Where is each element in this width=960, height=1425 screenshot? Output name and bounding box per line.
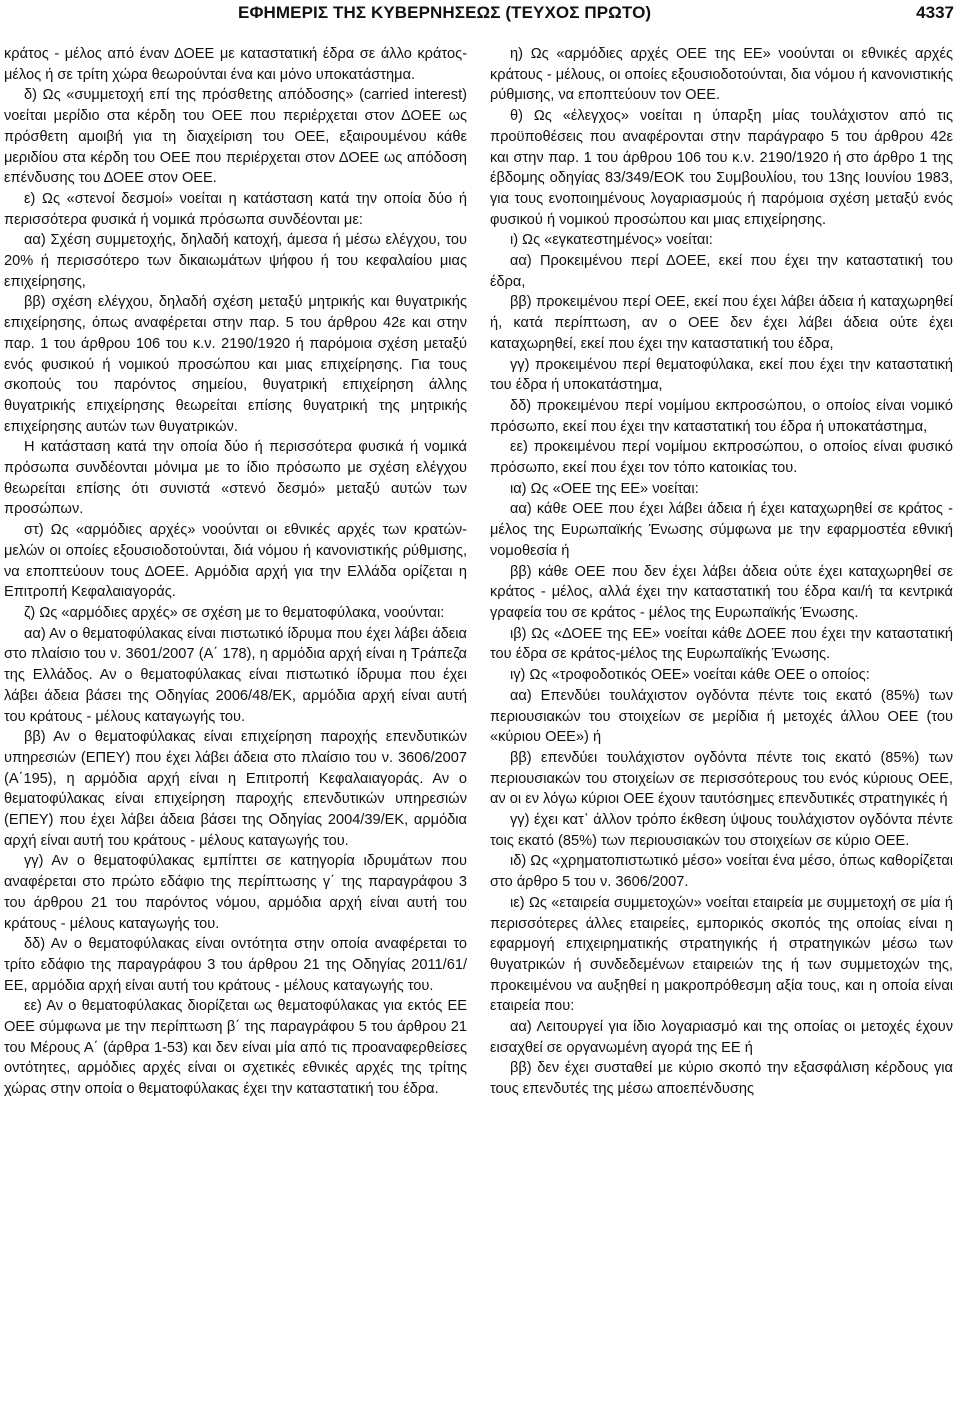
gazette-title: ΕΦΗΜΕΡΙΣ ΤΗΣ ΚΥΒΕΡΝΗΣΕΩΣ (ΤΕΥΧΟΣ ΠΡΩΤΟ) xyxy=(238,3,652,22)
paragraph: ιε) Ως «εταιρεία συμμετοχών» νοείται εταιρεία με συμμετοχή σε μία ή περισσότερες άλλες εταιρείες, εμπορικός σκοπός της οποίας είναι η εφαρμογή επιχειρηματικής στρατηγικής ή στρατηγικών μέσω των θυγατρικών ή συνδεδεμένων εταιρειών της ή των συμμετοχών της, προκειμένου να αυξηθεί η μακροπρόθεσμη αξία τους, και η οποία είναι εταιρεία που: xyxy=(490,894,953,1015)
paragraph: η) Ως «αρμόδιες αρχές ΟΕΕ της ΕΕ» νοούνται οι εθνικές αρχές κράτους - μέλους, οι οποίες εξουσιοδοτούνται, δια νόμου ή κανονιστικής ρύθμισης, να εποπτεύουν τον ΟΕΕ. xyxy=(490,46,953,104)
paragraph: στ) Ως «αρμόδιες αρχές» νοούνται οι εθνικές αρχές των κρατών-μελών οι οποίες εξουσιοδοτούνται, διά νόμου ή κανονιστικής ρύθμισης, να εποπτεύουν τους ΔΟΕΕ. Αρμόδια αρχή για την Ελλάδα ορίζεται η Επιτροπή Κεφαλαιαγοράς. xyxy=(4,522,467,601)
paragraph: αα) Λειτουργεί για ίδιο λογαριασμό και της οποίας οι μετοχές έχουν εισαχθεί σε οργανωμένη αγορά της ΕΕ ή xyxy=(490,1019,953,1056)
paragraph: γγ) έχει κατ᾽ άλλον τρόπο έκθεση ύψους τουλάχιστον ογδόντα πέντε τοις εκατό (85%) των περιουσιακών του στοιχείων σε κύριο ΟΕΕ. xyxy=(490,812,953,849)
paragraph: ιβ) Ως «ΔΟΕΕ της ΕΕ» νοείται κάθε ΔΟΕΕ που έχει την καταστατική του έδρα σε κράτος-μέλος της Ευρωπαϊκής Ένωσης. xyxy=(490,625,953,663)
paragraph: ββ) σχέση ελέγχου, δηλαδή σχέση μεταξύ μητρικής και θυγατρικής επιχείρησης, όπως αναφέρεται στην παρ. 5 του άρθρου 42ε και στην παρ. 1 του άρθρου 106 του κ.ν. 2190/1920 ή παρόμοια σχέση μεταξύ ενός φυσικού ή νομικού προσώπου και μιας επιχείρησης. Για τους σκοπούς του παρόντος σημείου, θυγατρική επιχείρηση άλλης θυγατρικής επιχείρησης θεωρείται επίσης θυγατρική της μητρικής επιχείρησης αυτών των θυγατρικών. xyxy=(4,294,467,435)
paragraph: ι) Ως «εγκατεστημένος» νοείται: xyxy=(510,232,713,249)
paragraph: θ) Ως «έλεγχος» νοείται η ύπαρξη μίας τουλάχιστον από τις προϋποθέσεις που αναφέρονται στην παράγραφο 5 του άρθρου 42ε και στην παρ. 1 του άρθρου 106 του κ.ν. 2190/1920 ή στο άρθρο 1 της έβδομης οδηγίας 83/349/ΕΟΚ του Συμβουλίου, του 13ης Ιουνίου 1983, για τους ενοποιημένους λογαριασμούς ή παρόμοια σχέση μεταξύ ενός φυσικού ή νομικού προσώπου και μιας επιχείρησης. xyxy=(490,108,953,228)
paragraph: κράτος - μέλος από έναν ΔΟΕΕ με καταστατική έδρα σε άλλο κράτος-μέλος ή σε τρίτη χώρα θεωρούνται ένα και μόνο υποκατάστημα. xyxy=(4,46,467,83)
page-number: 4337 xyxy=(916,3,954,22)
paragraph: αα) κάθε ΟΕΕ που έχει λάβει άδεια ή έχει καταχωρηθεί σε κράτος - μέλος της Ευρωπαϊκής Ένωσης σύμφωνα με την εφαρμοστέα εθνική νομοθεσία ή xyxy=(490,501,953,559)
paragraph: γγ) προκειμένου περί θεματοφύλακα, εκεί που έχει την καταστατική του έδρα ή υποκατάστημα, xyxy=(490,356,953,394)
paragraph: εε) Αν ο θεματοφύλακας διορίζεται ως θεματοφύλακας για εκτός ΕΕ ΟΕΕ σύμφωνα με την περίπτωση β΄ της παραγράφου 5 του άρθρου 21 του Μέρους Α΄ (άρθρα 1-53) και δεν είναι μία από τις προαναφερθείσες οντότητες, αρμόδιες αρχές είναι οι σχετικές εθνικές αρχές της τρίτης χώρας στην οποία ο θεματοφύλακας έχει την καταστατική του έδρα. xyxy=(4,998,467,1098)
paragraph: ε) Ως «στενοί δεσμοί» νοείται η κατάσταση κατά την οποία δύο ή περισσότερα φυσικά ή νομικά πρόσωπα συνδέονται με: xyxy=(4,190,467,228)
paragraph: δδ) προκειμένου περί νομίμου εκπροσώπου, ο οποίος είναι νομικό πρόσωπο, εκεί που έχει την καταστατική του έδρα ή υποκατάστημα, xyxy=(490,397,953,435)
paragraph: ββ) κάθε ΟΕΕ που δεν έχει λάβει άδεια ούτε έχει καταχωρηθεί σε κράτος - μέλος, αλλά έχει την καταστατική του έδρα και/ή τα κεντρικά γραφεία του σε κράτος - μέλος της Ευρωπαϊκής Ένωσης. xyxy=(490,563,953,621)
paragraph: αα) Επενδύει τουλάχιστον ογδόντα πέντε τοις εκατό (85%) των περιουσιακών του στοιχείων σε μερίδια ή μετοχές άλλου ΟΕΕ (του «κύριου ΟΕΕ») ή xyxy=(490,687,953,746)
paragraph: αα) Αν ο θεματοφύλακας είναι πιστωτικό ίδρυμα που έχει λάβει άδεια στο πλαίσιο του ν. 3601/2007 (Α΄ 178), η αρμόδια αρχή είναι η Τράπεζα της Ελλάδος. Αν ο θεματοφύλακας είναι πιστωτικό ίδρυμα που έχει λάβει άδεια βάσει της Οδηγίας 2006/48/ΕΚ, αρμόδια αρχή είναι αυτή του κράτους - μέλους καταγωγής του. xyxy=(4,625,467,725)
paragraph: ββ) δεν έχει συσταθεί με κύριο σκοπό την εξασφάλιση κέρδους για τους επενδυτές της μέσω αποεπένδυσης xyxy=(490,1060,953,1098)
paragraph: δδ) Αν ο θεματοφύλακας είναι οντότητα στην οποία αναφέρεται το τρίτο εδάφιο της παραγράφου 3 του άρθρου 21 της Οδηγίας 2011/61/ΕΕ, αρμόδια αρχή είναι αυτή του κράτους - μέλους καταγωγής του. xyxy=(4,936,467,994)
paragraph: αα) Προκειμένου περί ΔΟΕΕ, εκεί που έχει την καταστατική του έδρα, xyxy=(490,253,953,290)
paragraph: δ) Ως «συμμετοχή επί της πρόσθετης απόδοσης» (carried interest) νοείται μερίδιο στα κέρδη του ΟΕΕ που περιέρχεται στον ΔΟΕΕ ως πρόσθετη αμοιβή για τη διαχείριση του ΟΕΕ, εξαιρουμένου κάθε μεριδίου στα κέρδη του ΟΕΕ που περιέρχεται στον ΔΟΕΕ ως απόδοση επένδυσης του ΔΟΕΕ στον ΟΕΕ. xyxy=(4,87,467,187)
paragraph: ζ) Ως «αρμόδιες αρχές» σε σχέση με το θεματοφύλακα, νοούνται: xyxy=(24,604,445,621)
paragraph: εε) προκειμένου περί νομίμου εκπροσώπου, ο οποίος είναι φυσικό πρόσωπο, εκεί που έχει τον τόπο κατοικίας του. xyxy=(490,439,953,477)
right-column xyxy=(490,44,953,1100)
paragraph: ια) Ως «ΟΕΕ της ΕΕ» νοείται: xyxy=(510,480,699,497)
paragraph: Η κατάσταση κατά την οποία δύο ή περισσότερα φυσικά ή νομικά πρόσωπα συνδέονται μόνιμα με το ίδιο πρόσωπο με σχέση ελέγχου θεωρείται επίσης ότι συνιστά «στενό δεσμό» μεταξύ αυτών των προσώπων. xyxy=(4,439,467,518)
page-header xyxy=(0,0,960,28)
paragraph: ββ) προκειμένου περί ΟΕΕ, εκεί που έχει λάβει άδεια ή καταχωρηθεί ή, κατά περίπτωση, αν ο ΟΕΕ δεν έχει λάβει άδεια ούτε έχει καταχωρηθεί, εκεί που έχει την καταστατική του έδρα, xyxy=(490,294,953,352)
paragraph: ιγ) Ως «τροφοδοτικός ΟΕΕ» νοείται κάθε ΟΕΕ ο οποίος: xyxy=(510,667,870,684)
paragraph: γγ) Αν ο θεματοφύλακας εμπίπτει σε κατηγορία ιδρυμάτων που αναφέρεται στο πρώτο εδάφιο της περίπτωσης γ΄ της παραγράφου 3 του άρθρου 21 του παρόντος νόμου, αρμόδια αρχή είναι αυτή του κράτους - μέλους καταγωγής του. xyxy=(4,853,467,932)
paragraph: ββ) Αν ο θεματοφύλακας είναι επιχείρηση παροχής επενδυτικών υπηρεσιών (ΕΠΕΥ) που έχει λάβει άδεια στο πλαίσιο του ν. 3606/2007 (Α΄195), η αρμόδια αρχή είναι η Επιτροπή Κεφαλαιαγοράς. Αν ο θεματοφύλακας είναι επιχείρηση παροχής επενδυτικών υπηρεσιών (ΕΠΕΥ) που έχει λάβει άδεια βάσει της Οδηγίας 2004/39/ΕΚ, αρμόδια αρχή είναι αυτή του κράτους - μέλους καταγωγής του. xyxy=(4,729,467,849)
paragraph: ββ) επενδύει τουλάχιστον ογδόντα πέντε τοις εκατό (85%) των περιουσιακών του στοιχείων σε περισσότερους του ενός κύριους ΟΕΕ, αν οι εν λόγω κύριοι ΟΕΕ έχουν ταυτόσημες επενδυτικές στρατηγικές ή xyxy=(490,749,953,808)
paragraph: αα) Σχέση συμμετοχής, δηλαδή κατοχή, άμεσα ή μέσω ελέγχου, του 20% ή περισσότερο των δικαιωμάτων ψήφου ή του κεφαλαίου μιας επιχείρησης, xyxy=(4,232,467,290)
paragraph: ιδ) Ως «χρηματοπιστωτικό μέσο» νοείται ένα μέσο, όπως καθορίζεται στο άρθρο 5 του ν. 3606/2007. xyxy=(490,853,954,891)
left-column xyxy=(4,44,467,1100)
